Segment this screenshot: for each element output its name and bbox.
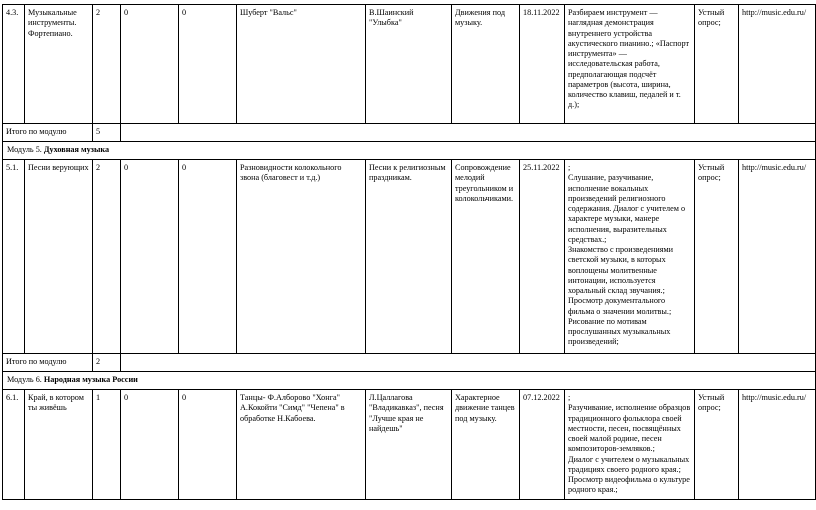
singing-repertoire: В.Шаинский "Улыбка" [366, 5, 452, 124]
total-empty [121, 354, 816, 372]
practice-hours: 0 [179, 160, 237, 354]
listening-repertoire: Шуберт "Вальс" [237, 5, 366, 124]
module-prefix: Модуль 6. [7, 375, 44, 384]
control-hours: 0 [121, 390, 179, 500]
lesson-topic: Музыкальные инструменты. Фортепиано. [25, 5, 93, 124]
total-hours: 5 [93, 124, 121, 142]
lesson-date: 07.12.2022 [520, 390, 565, 500]
control-hours: 0 [121, 160, 179, 354]
listening-repertoire: Разновидности колокольного звона (благовест и т.д.) [237, 160, 366, 354]
lesson-topic: Край, в котором ты живёшь [25, 390, 93, 500]
table-row [3, 160, 816, 354]
lesson-topic: Песни верующих [25, 160, 93, 354]
resource-link[interactable]: http://music.edu.ru/ [739, 160, 816, 354]
lesson-date: 25.11.2022 [520, 160, 565, 354]
total-label: Итого по модулю [3, 354, 93, 372]
resource-link[interactable]: http://music.edu.ru/ [739, 5, 816, 124]
total-hours: 2 [93, 354, 121, 372]
lesson-hours: 2 [93, 5, 121, 124]
module-name: Народная музыка России [43, 375, 138, 384]
lesson-number: 5.1. [3, 160, 25, 354]
singing-repertoire: Песни к религиозным праздникам. [366, 160, 452, 354]
practice-hours: 0 [179, 5, 237, 124]
lesson-date: 18.11.2022 [520, 5, 565, 124]
music-activity: Движения под музыку. [452, 5, 520, 124]
music-activity: Сопровождение мелодий треугольником и колокольчиками. [452, 160, 520, 354]
control-form: Устный опрос; [695, 390, 739, 500]
table-row [3, 390, 816, 500]
lesson-number: 4.3. [3, 5, 25, 124]
activity-description: ; Разучивание, исполнение образцов традиционного фольклора своей местности, песен, посвящённых своей малой родине, песен композиторов-земляков.; Диалог с учителем о музыкальных традициях своего родного края.; Просмотр видеофильма о культуре родного края.; [565, 390, 695, 500]
activity-description: Разбираем инструмент — наглядная демонстрация внутреннего устройства акустического пианино.; «Паспорт инструмента» — исследовательская работа, предполагающая подсчёт параметров (высота, ширина, количество клавиш, педалей и т. д.); [565, 5, 695, 124]
module-name: Духовная музыка [43, 145, 110, 154]
activity-description: ; Слушание, разучивание, исполнение вокальных произведений религиозного содержания. Диалог с учителем о характере музыки, манере исполнения, выразительных средствах.; Знакомство с произведениями светской музыки, в которых воплощены молитвенные интонации, используется хоральный склад звучания.; Просмотр документального фильма о значении молитвы.; Рисование по мотивам прослушанных музыкальных произведений; [565, 160, 695, 354]
lesson-hours: 1 [93, 390, 121, 500]
module-prefix: Модуль 5. [7, 145, 44, 154]
module-total-row [3, 124, 816, 142]
module-header-row [3, 142, 816, 160]
singing-repertoire: Л.Цаллагова "Владикавказ", песня "Лучше края не найдешь" [366, 390, 452, 500]
total-label: Итого по модулю [3, 124, 93, 142]
module-total-row [3, 354, 816, 372]
lesson-hours: 2 [93, 160, 121, 354]
module-title [3, 372, 816, 390]
module-header-row [3, 372, 816, 390]
resource-link[interactable]: http://music.edu.ru/ [739, 390, 816, 500]
control-form: Устный опрос; [695, 5, 739, 124]
table-row [3, 5, 816, 124]
curriculum-table [2, 4, 816, 500]
control-hours: 0 [121, 5, 179, 124]
control-form: Устный опрос; [695, 160, 739, 354]
practice-hours: 0 [179, 390, 237, 500]
music-activity: Характерное движение танцев под музыку. [452, 390, 520, 500]
listening-repertoire: Танцы- Ф.Алборово "Хонга" А.Кокойти "Симд" "Чепена" в обработке Н.Кабоева. [237, 390, 366, 500]
lesson-number: 6.1. [3, 390, 25, 500]
module-title [3, 142, 816, 160]
total-empty [121, 124, 816, 142]
